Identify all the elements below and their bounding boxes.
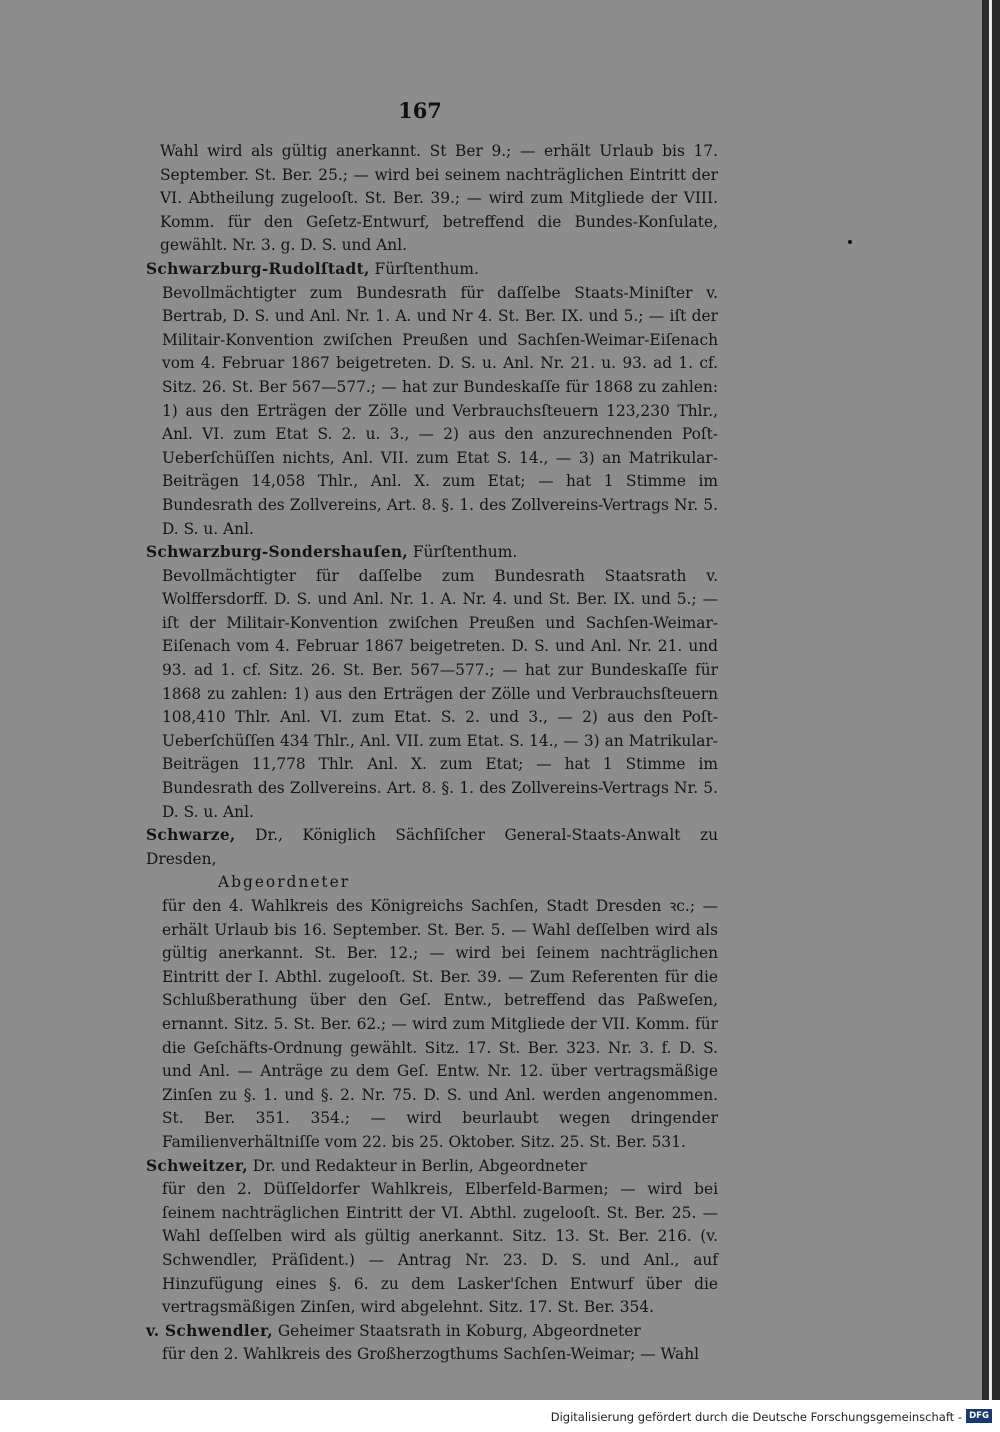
entry-body: Bevollmächtigter für daſſelbe zum Bundesrath Staatsrath v. Wolffersdorff. D. S. und Anl. Nr. 1. A. Nr. 4. und St. Ber. IX. und 5.; — iſt der Militair-Konvention zwiſchen Preußen und Sachſen-Weimar-Eiſenach vom 4. Februar 1867 beigetreten. D. S. und Anl. Nr. 21. und 93. ad 1. cf. Sitz. 26. St. Ber. 567—577.; — hat zur Bundeskaſſe für 1868 zu zahlen: 1) aus den Erträgen der Zölle und Verbrauchsſteuern 108,410 Thlr. Anl. VI. zum Etat. S. 2. und 3., — 2) aus den Poſt-Ueberſchüſſen 434 Thlr., Anl. VII. zum Etat. S. 14., — 3) an Matrikular-Beiträgen 11,778 Thlr. Anl. X. zum Etat; — hat 1 Stimme im Bundesrath des Zollvereins. Art. 8. §. 1. des Zollvereins-Vertrags Nr. 5. D. S. u. Anl. bbox=[162, 566, 718, 821]
entry-heading bbox=[146, 1155, 718, 1179]
entry-heading-rest: Fürſtenthum. bbox=[369, 259, 479, 278]
entry-keyword: Schwarze, bbox=[146, 826, 236, 845]
entry-keyword: Schweitzer, bbox=[146, 1156, 248, 1175]
entry-body: für den 2. Wahlkreis des Großherzogthums Sachſen-Weimar; — Wahl bbox=[162, 1345, 700, 1364]
entry-schweitzer bbox=[146, 1155, 718, 1320]
entry-heading bbox=[146, 1320, 718, 1344]
entry-body: für den 4. Wahlkreis des Königreichs Sachſen, Stadt Dresden ꝛc.; — erhält Urlaub bis 16. September. St. Ber. 5. — Wahl deſſelben wird als gültig anerkannt. St. Ber. 12.; — wird bei ſeinem nachträglichen Eintritt der I. Abthl. zugelooſt. St. Ber. 39. — Zum Referenten für die Schlußberathung über den Geſ. Entw., betreffend das Paßweſen, ernannt. Sitz. 5. St. Ber. 62.; — wird zum Mitgliede der VII. Komm. für die Geſchäfts-Ordnung gewählt. Sitz. 17. St. Ber. 323. Nr. 3. f. D. S. und Anl. — Anträge zu dem Geſ. Entw. Nr. 12. über vertragsmäßige Zinſen zu §. 1. und §. 2. Nr. 75. D. S. und Anl. werden angenommen. St. Ber. 351. 354.; — wird beurlaubt wegen dringender Familienverhältniſſe vom 22. bis 25. Oktober. Sitz. 25. St. Ber. 531. bbox=[162, 897, 718, 1151]
entry-heading bbox=[146, 824, 718, 871]
entry-keyword: Schwarzburg-Rudolſtadt, bbox=[146, 259, 370, 278]
entry-body: für den 2. Düſſeldorfer Wahlkreis, Elberfeld-Barmen; — wird bei ſeinem nachträglichen Eintritt der VI. Abthl. zugelooſt. St. Ber. 25. — Wahl deſſelben wird als gültig anerkannt. Sitz. 13. St. Ber. 216. (v. Schwendler, Präſident.) — Antrag Nr. 23. D. S. und Anl., auf Hinzufügung eines §. 6. zu dem Lasker'ſchen Entwurf über die vertragsmäßigen Zinſen, wird abgelehnt. Sitz. 17. St. Ber. 354. bbox=[162, 1180, 718, 1317]
entry-schwarze bbox=[146, 824, 718, 1154]
entry-schwendler bbox=[146, 1320, 718, 1367]
entry-subheading: Abgeordneter bbox=[218, 873, 351, 892]
entry-schwarzburg-sondershausen bbox=[146, 541, 718, 824]
dfg-logo: DFG bbox=[966, 1409, 992, 1423]
margin-dot bbox=[848, 240, 852, 244]
page-text bbox=[146, 140, 718, 1367]
entry-heading-rest: Geheimer Staatsrath in Koburg, Abgeordneter bbox=[272, 1321, 641, 1340]
scan-edge bbox=[982, 0, 1000, 1400]
entry-heading-rest: Dr., Königlich Sächſiſcher General-Staats-Anwalt zu Dresden, bbox=[146, 826, 718, 868]
entry-heading-rest: Fürſtenthum. bbox=[407, 543, 518, 562]
footer-bar bbox=[0, 1400, 1000, 1432]
continuation-paragraph: Wahl wird als gültig anerkannt. St Ber 9.; — erhält Urlaub bis 17. September. St. Ber. 25.; — wird bei seinem nachträglichen Eintritt der VI. Abtheilung zugelooſt. St. Ber. 39.; — wird zum Mitgliede der VIII. Komm. für den Geſetz-Entwurf, betreffend die Bundes-Konſulate, gewählt. Nr. 3. g. D. S. und Anl. bbox=[160, 142, 718, 255]
entry-heading-rest: Dr. und Redakteur in Berlin, Abgeordneter bbox=[247, 1156, 587, 1175]
page-number: 167 bbox=[398, 98, 442, 123]
entry-schwarzburg-rudolstadt bbox=[146, 258, 718, 541]
entry-keyword: v. Schwendler, bbox=[146, 1321, 273, 1340]
entry-heading bbox=[146, 541, 718, 565]
entry-body: Bevollmächtigter zum Bundesrath für daſſelbe Staats-Miniſter v. Bertrab, D. S. und Anl. Nr. 1. A. und Nr 4. St. Ber. IX. und 5.; — iſt der Militair-Konvention zwiſchen Preußen und Sachſen-Weimar-Eiſenach vom 4. Februar 1867 beigetreten. D. S. u. Anl. Nr. 21. u. 93. ad 1. cf. Sitz. 26. St. Ber 567—577.; — hat zur Bundeskaſſe für 1868 zu zahlen: 1) aus den Erträgen der Zölle und Verbrauchsſteuern 123,230 Thlr., Anl. VI. zum Etat S. 2. u. 3., — 2) aus den anzurechnenden Poſt-Ueberſchüſſen nichts, Anl. VII. zum Etat S. 14., — 3) an Matrikular-Beiträgen 14,058 Thlr., Anl. X. zum Etat; — hat 1 Stimme im Bundesrath des Zollvereins, Art. 8. §. 1. des Zollvereins-Vertrags Nr. 5. D. S. u. Anl. bbox=[162, 283, 718, 538]
entry-keyword: Schwarzburg-Sondershauſen, bbox=[146, 543, 408, 562]
footer-credit: Digitalisierung gefördert durch die Deutsche Forschungsgemeinschaft - bbox=[550, 1410, 962, 1424]
scan-edge-line bbox=[989, 0, 992, 1400]
entry-heading bbox=[146, 258, 718, 282]
